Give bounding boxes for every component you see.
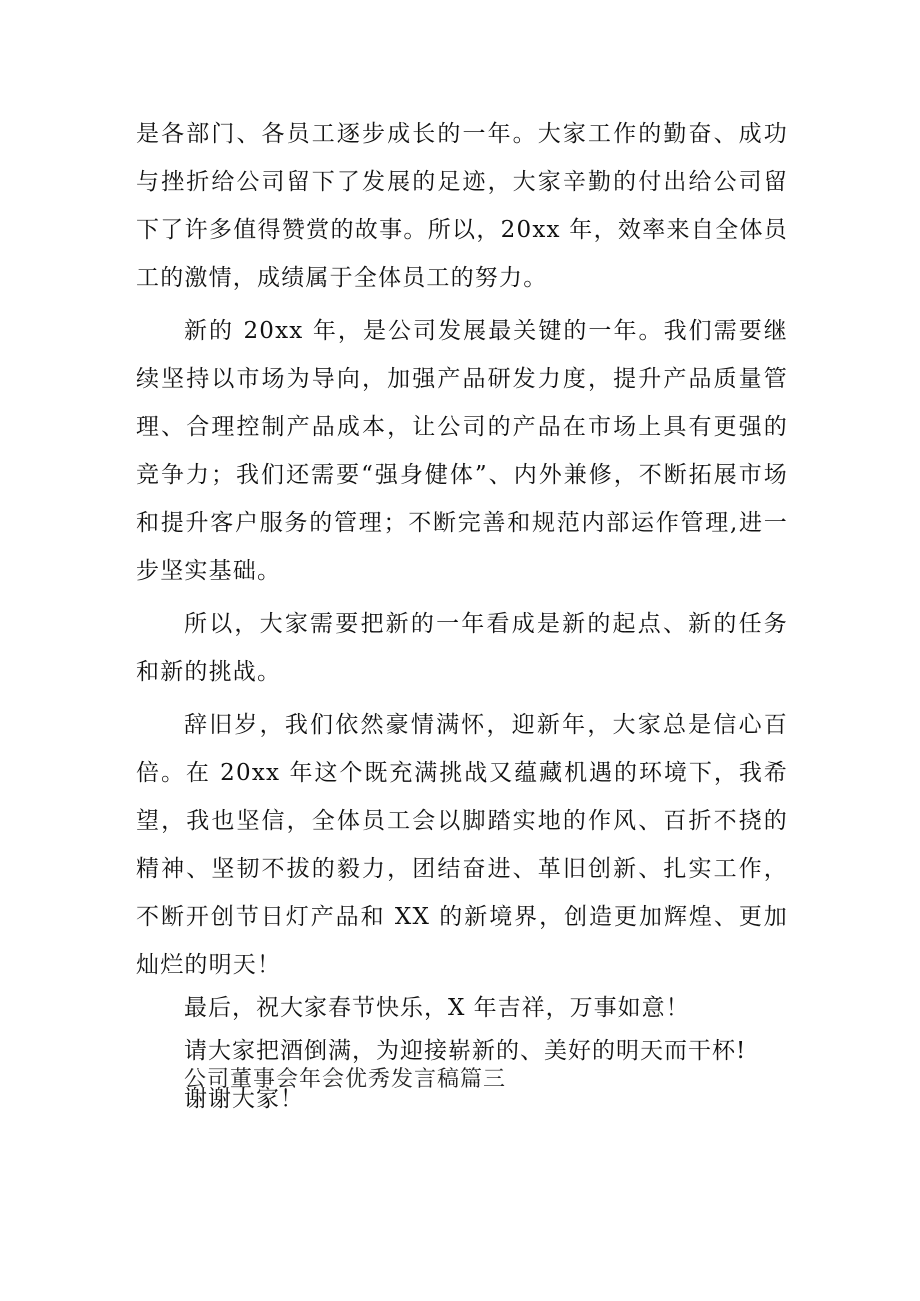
paragraph-1: 是各部门、各员工逐步成长的一年。大家工作的勤奋、成功与挫折给公司留下了发展的足迹，大家辛勤的付出给公司留下了许多值得赞赏的故事。所以，20xx 年，效率来自全体员工的激情，成绩属于全体员工的努力。	[136, 121, 788, 291]
closing-line-greeting: 最后，祝大家春节快乐，X 年吉祥，万事如意！	[184, 995, 690, 1021]
document-body	[136, 110, 788, 1123]
paragraph-4: 辞旧岁，我们依然豪情满怀，迎新年，大家总是信心百倍。在 20xx 年这个既充满挑战又蕴藏机遇的环境下，我希望，我也坚信，全体员工会以脚踏实地的作风、百折不挠的精神、坚韧不拔的毅力，团结奋进、革旧创新、扎实工作，不断开创节日灯产品和 XX 的新境界，创造更加辉煌、更加灿烂的明天！	[136, 712, 788, 978]
closing-line-thanks: 谢谢大家！	[184, 1086, 304, 1112]
section-heading: 公司董事会年会优秀发言稿篇三	[184, 1067, 507, 1092]
paragraph-3: 所以，大家需要把新的一年看成是新的起点、新的任务和新的挑战。	[136, 611, 788, 685]
paragraph-2: 新的 20xx 年，是公司发展最关键的一年。我们需要继续坚持以市场为导向，加强产品研发力度，提升产品质量管理、合理控制产品成本，让公司的产品在市场上具有更强的竞争力；我们还需要“强身健体”、内外兼修，不断拓展市场和提升客户服务的管理；不断完善和规范内部运作管理,进一步坚实基础。	[136, 318, 788, 584]
closing-line-toast: 请大家把酒倒满，为迎接崭新的、美好的明天而干杯!	[184, 1038, 747, 1064]
